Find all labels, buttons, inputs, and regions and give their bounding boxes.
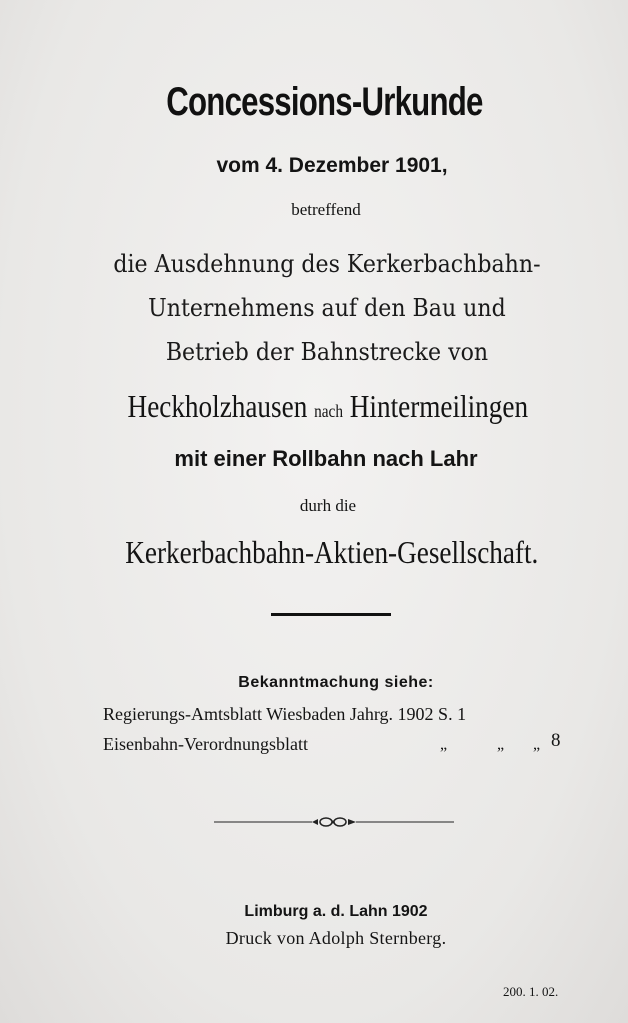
ditto-mark: „ bbox=[440, 736, 448, 753]
divider-rule bbox=[271, 613, 391, 616]
route-to: Hintermeilingen bbox=[349, 388, 529, 424]
reference-line: Regierungs-Amtsblatt Wiesbaden Jahrg. 1902 S. 1 bbox=[103, 704, 467, 724]
route-connector: nach bbox=[314, 401, 343, 421]
durh-text: durh die bbox=[299, 496, 357, 515]
body-line: Unternehmens auf den Bau und bbox=[148, 294, 506, 322]
imprint-city: Limburg a. d. Lahn 1902 bbox=[244, 903, 428, 920]
reference-line: Eisenbahn-Verordnungsblatt bbox=[103, 734, 308, 754]
betreffend-text: betreffend bbox=[291, 200, 361, 219]
company-name: Kerkerbachbahn-Aktien-Gesellschaft. bbox=[125, 534, 539, 570]
body-line: die Ausdehnung des Kerkerbachbahn- bbox=[113, 250, 541, 278]
ditto-page-number: 8 bbox=[551, 730, 561, 751]
ditto-mark: „ bbox=[497, 736, 505, 753]
ditto-mark: „ bbox=[533, 736, 541, 753]
imprint-printer: Druck von Adolph Sternberg. bbox=[225, 928, 447, 948]
document-title: Concessions-Urkunde bbox=[166, 80, 483, 124]
route-line bbox=[61, 388, 595, 425]
body-line: Betrieb der Bahnstrecke von bbox=[165, 338, 489, 366]
date-line: vom 4. Dezember 1901, bbox=[216, 154, 448, 177]
route-from: Heckholzhausen bbox=[127, 388, 308, 424]
ornament-divider bbox=[214, 812, 454, 832]
announcement-heading: Bekanntmachung siehe: bbox=[238, 674, 434, 691]
print-number: 200. 1. 02. bbox=[503, 984, 559, 999]
rollbahn-line: mit einer Rollbahn nach Lahr bbox=[174, 446, 478, 471]
